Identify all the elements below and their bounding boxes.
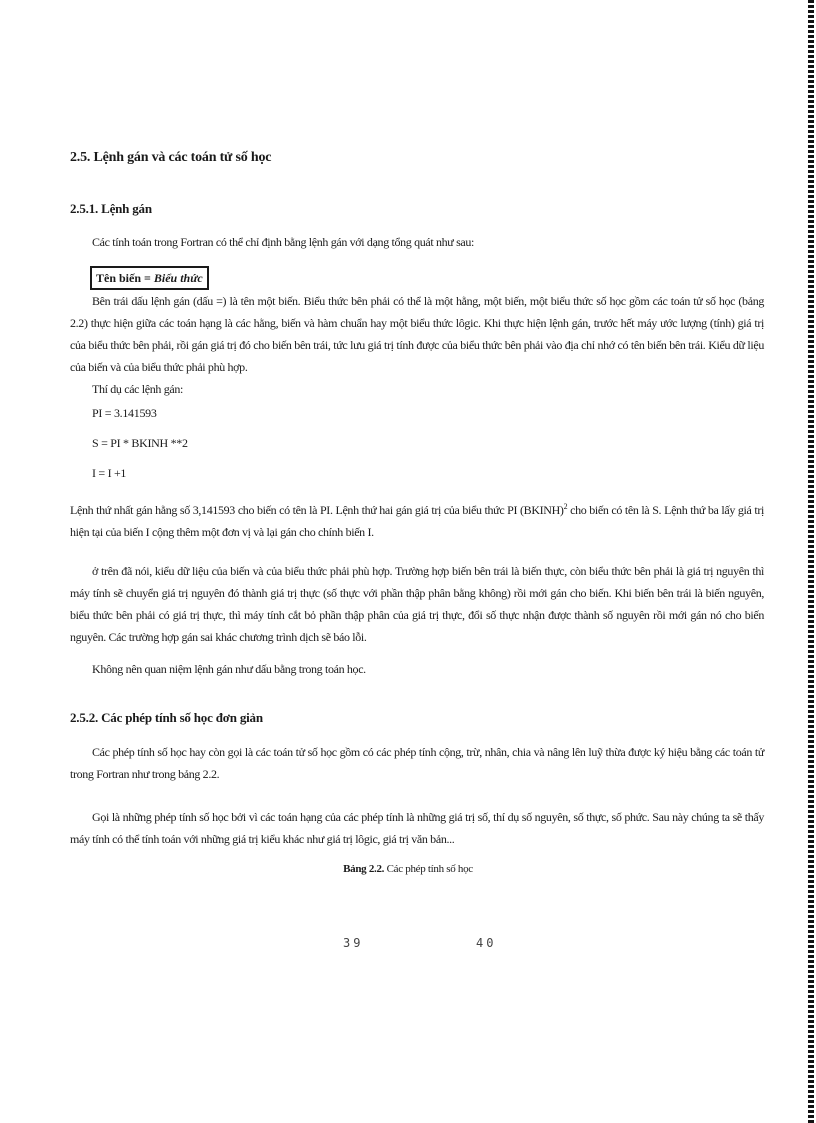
paragraph-note: Không nên quan niệm lệnh gán như dấu bằng trong toán học.	[92, 662, 366, 676]
formula-rhs: Biểu thức	[153, 271, 203, 285]
paragraph-examples-explanation	[70, 496, 764, 543]
section-title: 2.5. Lệnh gán và các toán tử số học	[70, 150, 272, 165]
code-line-3: I = I +1	[92, 466, 127, 480]
code-line-1: PI = 3.141593	[92, 406, 157, 420]
para3-superscript: 2	[563, 502, 568, 511]
intro-paragraph: Các tính toán trong Fortran có thể chỉ định bằng lệnh gán với dạng tổng quát như sau:	[92, 235, 475, 249]
page-number-left: 39	[343, 936, 364, 950]
caption-text: Các phép tính số học	[384, 863, 473, 875]
paragraph-assignment-explanation: Bên trái dấu lệnh gán (dấu =) là tên một biến. Biểu thức bên phải có thể là một hằng, một biến, một biểu thức số học gồm các toán tử số học (bảng 2.2) thực hiện giữa các toán hạng là các hằng, biến và hàm chuẩn hay một biểu thức lôgic. Khi thực hiện lệnh gán, trước hết máy ước lượng (tính) giá trị của biểu thức bên phải, rồi gán giá trị đó cho biến bên trái, tức lưu giá trị tính được của biểu thức bên phải vào địa chỉ nhớ có tên biến bên trái. Kiểu dữ liệu của biến và của biểu thức phải phù hợp.	[70, 294, 764, 374]
page-number-right: 40	[476, 936, 497, 950]
caption-label: Bảng 2.2.	[343, 863, 385, 875]
paragraph-examples-intro: Thí dụ các lệnh gán:	[92, 382, 183, 396]
formula-lhs: Tên biến =	[96, 271, 154, 285]
paragraph-type-conversion: ở trên đã nói, kiểu dữ liệu của biến và của biểu thức phải phù hợp. Trường hợp biến bên trái là biến thực, còn biểu thức bên phải là giá trị nguyên thì máy tính sẽ chuyển giá trị nguyên đó thành giá trị thực (số thực với phần thập phân bằng không) rồi mới gán cho biến. Khi biến bên trái là biến nguyên, biểu thức bên phải có giá trị thực, thì máy tính cắt bỏ phần thập phân của giá trị thực, đổi số thực nhận được thành số nguyên rồi mới gán nó cho biến nguyên. Các trường hợp gán sai khác chương trình dịch sẽ báo lỗi.	[70, 564, 764, 644]
subsection-title-arithmetic: 2.5.2. Các phép tính số học đơn giản	[70, 710, 263, 725]
code-line-2: S = PI * BKINH **2	[92, 436, 188, 450]
paragraph-operand-types: Gọi là những phép tính số học bởi vì các toán hạng của các phép tính là những giá trị số, thí dụ số nguyên, số thực, số phức. Sau này chúng ta sẽ thấy máy tính có thể tính toán với những giá trị kiểu khác như giá trị lôgic, giá trị văn bản...	[70, 810, 764, 846]
table-caption	[0, 863, 816, 875]
paragraph-arithmetic-ops: Các phép tính số học hay còn gọi là các toán tử số học gồm có các phép tính cộng, trừ, nhân, chia và nâng lên luỹ thừa được ký hiệu bằng các toán tử trong Fortran như trong bảng 2.2.	[70, 745, 764, 781]
para3-before: Lệnh thứ nhất gán hằng số 3,141593 cho biến có tên là PI. Lệnh thứ hai gán giá trị của biểu thức PI (BKINH)	[70, 503, 564, 517]
assignment-formula-box	[90, 266, 209, 290]
para3-after: cho biến có tên là S. Lệnh thứ ba lấy giá trị hiện tại của biến I cộng thêm một đơn vị và lại gán cho chính biến I.	[70, 503, 764, 539]
subsection-title-assignment: 2.5.1. Lệnh gán	[70, 201, 152, 216]
scan-edge-marks	[808, 0, 814, 1123]
